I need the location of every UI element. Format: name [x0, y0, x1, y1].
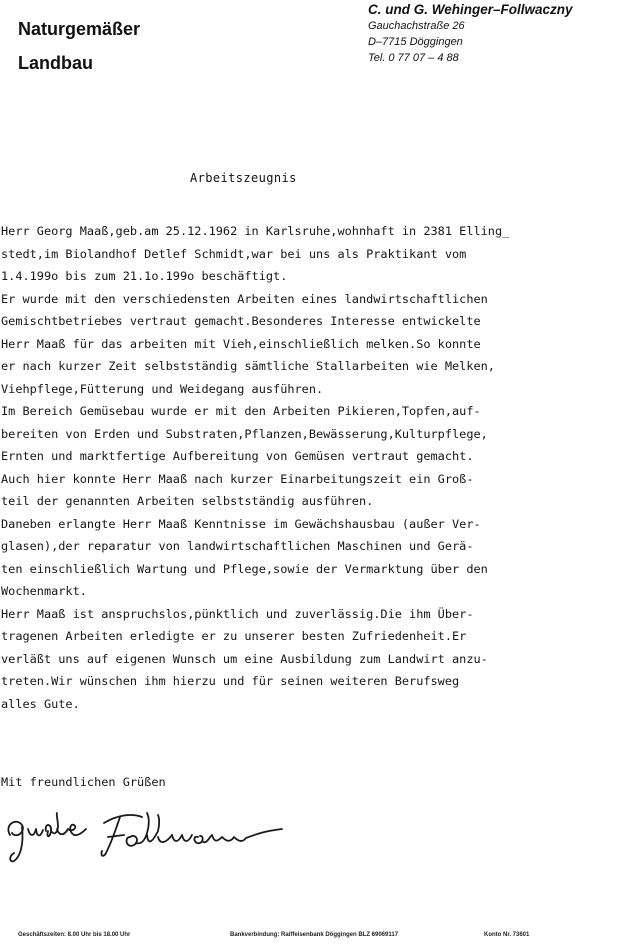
letterhead-left-line2: Landbau [18, 53, 93, 73]
body-text-line: glasen),der reparatur von landwirtschaftlichen Maschinen und Gerä- [1, 539, 474, 553]
body-text-line: er nach kurzer Zeit selbstständig sämtliche Stallarbeiten wie Melken, [1, 359, 495, 373]
body-text-line: stedt,im Biolandhof Detlef Schmidt,war bei uns als Praktikant vom [1, 246, 467, 261]
body-text-line: bereiten von Erden und Substraten,Pflanzen,Bewässerung,Kulturpflege, [1, 426, 488, 441]
body-text-line: alles Gute. [1, 696, 80, 711]
body-text-line: Wochenmarkt. [1, 584, 87, 598]
firm-city: D–7715 Döggingen [368, 36, 463, 48]
firm-name: C. und G. Wehinger–Follwaczny [368, 2, 573, 17]
firm-phone: Tel. 0 77 07 – 4 88 [368, 52, 459, 64]
document-title: Arbeitszeugnis [190, 171, 297, 185]
closing-greeting: Mit freundlichen Grüßen [1, 775, 166, 789]
letterhead-left [18, 12, 140, 80]
body-text-line: Herr Maaß ist anspruchslos,pünktlich und zuverlässig.Die ihm Über- [1, 606, 474, 621]
body-text-line: treten.Wir wünschen ihm hierzu und für seinen weiteren Berufsweg [1, 674, 460, 688]
body-text-line: Gemischtbetriebes vertraut gemacht.Besonderes Interesse entwickelte [1, 314, 481, 328]
letterhead-address [368, 1, 630, 66]
letterhead-left-line1: Naturgemäßer [18, 19, 141, 39]
handwritten-signature [2, 805, 302, 872]
body-text-line: Viehpflege,Fütterung und Weidegang ausführen. [1, 381, 324, 396]
footer-account-number: Konto Nr. 73601 [484, 932, 530, 938]
body-text-line: Im Bereich Gemüsebau wurde er mit den Arbeiten Pikieren,Topfen,auf- [1, 404, 481, 418]
reference-body [1, 220, 635, 715]
body-text-line: ten einschließlich Wartung und Pflege,sowie der Vermarktung über den [1, 561, 488, 576]
body-text-line: Auch hier konnte Herr Maaß nach kurzer Einarbeitungszeit ein Groß- [1, 471, 474, 486]
body-text-line: Daneben erlangte Herr Maaß Kenntnisse im Gewächshausbau (außer Ver- [1, 516, 481, 531]
footer-bank-details: Bankverbindung: Raiffeisenbank Döggingen BLZ 69069117 [230, 932, 399, 938]
body-text-line: tragenen Arbeiten erledigte er zu unserer besten Zufriedenheit.Er [1, 629, 467, 643]
body-text-line: Herr Georg Maaß,geb.am 25.12.1962 in Karlsruhe,wohnhaft in 2381 Elling_ [1, 224, 510, 238]
body-text-line: 1.4.199o bis zum 21.1o.199o beschäftigt. [1, 269, 288, 283]
firm-street: Gauchachstraße 26 [368, 20, 465, 32]
body-text-line: Ernten und marktfertige Aufbereitung von Gemüsen vertraut gemacht. [1, 449, 474, 463]
footer-business-hours: Geschäftszeiten: 8.00 Uhr bis 18.00 Uhr [18, 932, 131, 938]
body-text-line: Herr Maaß für das arbeiten mit Vieh,einschließlich melken.So konnte [1, 336, 481, 351]
body-text-line: verläßt uns auf eigenen Wunsch um eine Ausbildung zum Landwirt anzu- [1, 651, 488, 666]
body-text-line: Er wurde mit den verschiedensten Arbeiten eines landwirtschaftlichen [1, 291, 488, 306]
body-text-line: teil der genannten Arbeiten selbstständig ausführen. [1, 494, 374, 508]
